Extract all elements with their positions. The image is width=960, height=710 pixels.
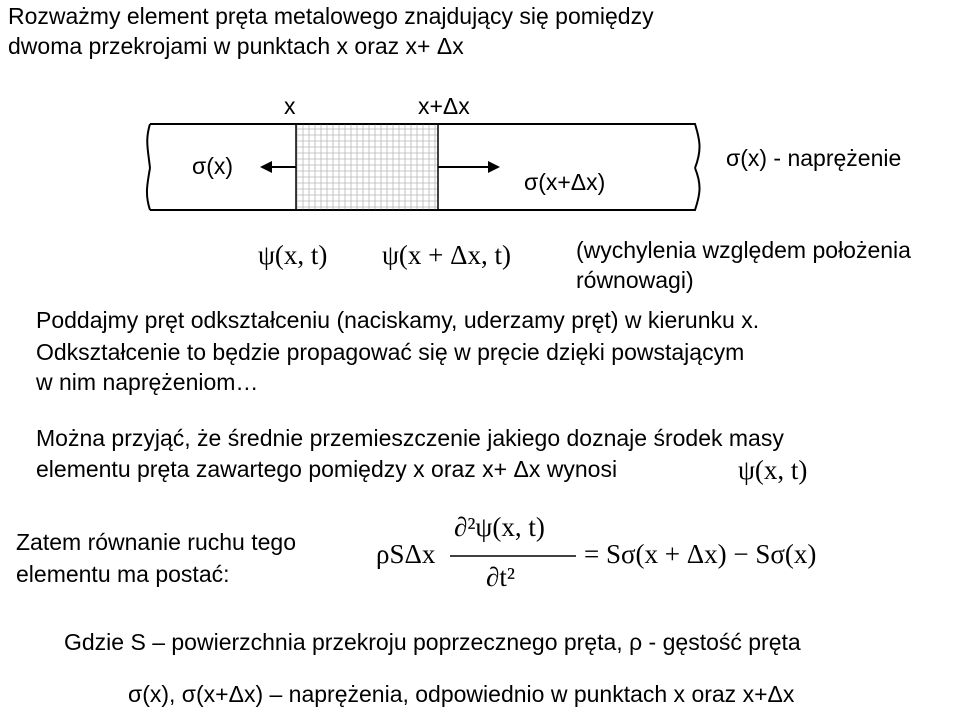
sigma-definition: σ(x) - naprężenie xyxy=(726,145,902,171)
para2-psi: ψ(x, t) xyxy=(738,455,808,485)
footer-line-2: σ(x), σ(x+Δx) – naprężenia, odpowiednio w punktach x oraz x+Δx xyxy=(128,681,795,707)
sigma-right-label: σ(x+Δx) xyxy=(524,169,606,195)
equation-rhs: = Sσ(x + Δx) − Sσ(x) xyxy=(584,539,817,569)
para2-line-1: Można przyjąć, że średnie przemieszczenie jakiego doznaje środek masy xyxy=(36,425,784,451)
label-x-plus-dx: x+Δx xyxy=(418,93,470,119)
equation-denominator: ∂t² xyxy=(486,562,515,592)
para1-line-2: Odkształcenie to będzie propagować się w pręcie dzięki powstającym xyxy=(36,339,745,365)
para2-line-2: elementu pręta zawartego pomiędzy x oraz x+ Δx wynosi xyxy=(36,456,618,482)
para1-line-1: Poddajmy pręt odkształceniu (naciskamy, uderzamy pręt) w kierunku x. xyxy=(36,307,760,333)
psi-x-t: ψ(x, t) xyxy=(258,240,328,270)
footer-line-1: Gdzie S – powierzchnia przekroju poprzecznego pręta, ρ - gęstość pręta xyxy=(64,629,801,655)
intro-line-2: dwoma przekrojami w punktach x oraz x+ Δx xyxy=(8,33,464,59)
para1-line-3: w nim naprężeniom… xyxy=(36,369,259,395)
psi-x-plus-dx-t: ψ(x + Δx, t) xyxy=(382,240,511,270)
equation-label-line-2: elementu ma postać: xyxy=(16,561,230,587)
equation-label-line-1: Zatem równanie ruchu tego xyxy=(16,529,296,555)
equation-lhs-factor: ρSΔx xyxy=(376,539,436,569)
psi-note-line-1: (wychylenia względem położenia xyxy=(576,237,911,263)
psi-note-line-2: równowagi) xyxy=(576,267,694,293)
sigma-left-label: σ(x) xyxy=(192,153,234,179)
intro-line-1: Rozważmy element pręta metalowego znajdujący się pomiędzy xyxy=(8,3,654,29)
label-x: x xyxy=(284,93,296,119)
equation-numerator: ∂²ψ(x, t) xyxy=(454,512,545,542)
